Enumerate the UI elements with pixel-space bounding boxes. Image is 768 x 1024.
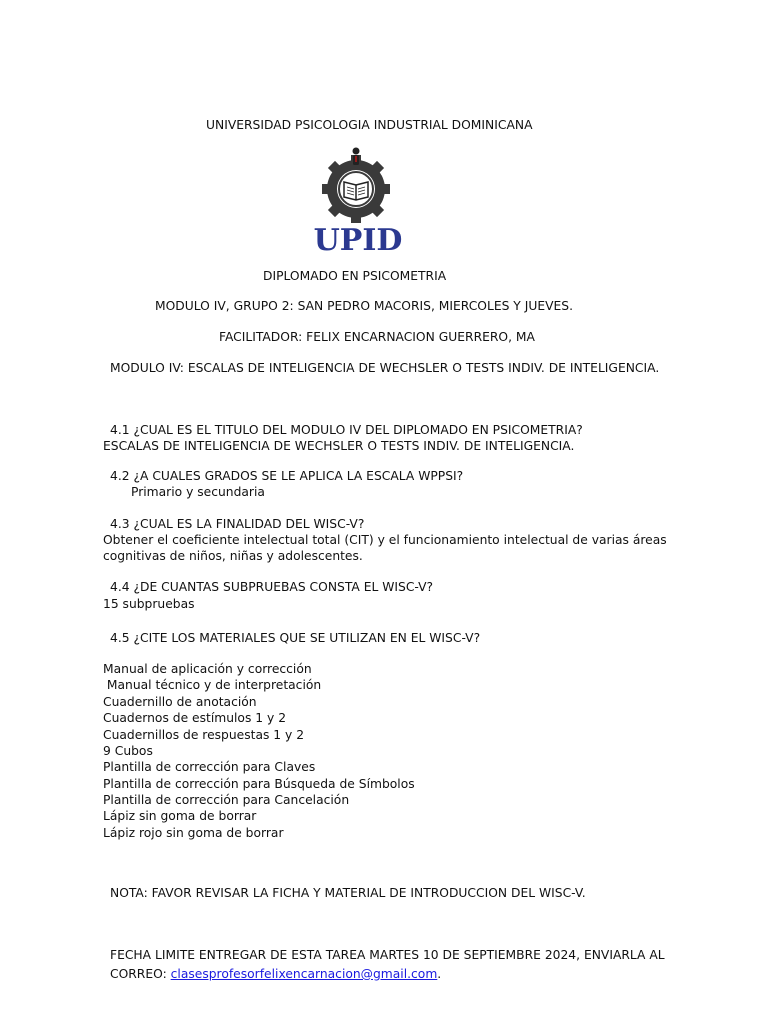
question-4-5: 4.5 ¿CITE LOS MATERIALES QUE SE UTILIZAN EN EL WISC-V? <box>110 631 481 645</box>
answer-4-1: ESCALAS DE INTELIGENCIA DE WECHSLER O TESTS INDIV. DE INTELIGENCIA. <box>103 439 575 453</box>
email-link[interactable]: clasesprofesorfelixencarnacion@gmail.com <box>170 967 438 981</box>
material-item: Manual de aplicación y corrección <box>103 662 312 676</box>
material-item: Lápiz sin goma de borrar <box>103 809 257 823</box>
logo-text: UPID <box>313 223 403 254</box>
question-4-1: 4.1 ¿CUAL ES EL TITULO DEL MODULO IV DEL DIPLOMADO EN PSICOMETRIA? <box>110 423 583 437</box>
university-title: UNIVERSIDAD PSICOLOGIA INDUSTRIAL DOMINICANA <box>206 118 533 132</box>
material-item: Plantilla de corrección para Claves <box>103 760 316 774</box>
material-item: Manual técnico y de interpretación <box>103 678 322 692</box>
diplomado-title: DIPLOMADO EN PSICOMETRIA <box>263 269 447 283</box>
material-item: Cuadernillos de respuestas 1 y 2 <box>103 728 305 742</box>
fecha-limite: FECHA LIMITE ENTREGAR DE ESTA TAREA MARTES 10 DE SEPTIEMBRE 2024, ENVIARLA AL <box>110 948 665 962</box>
upid-logo <box>302 146 414 254</box>
material-item: Plantilla de corrección para Búsqueda de Símbolos <box>103 777 415 791</box>
material-item: Plantilla de corrección para Cancelación <box>103 793 350 807</box>
book-icon <box>344 182 368 200</box>
material-item: 9 Cubos <box>103 744 153 758</box>
material-item: Cuadernos de estímulos 1 y 2 <box>103 711 287 725</box>
answer-4-2: Primario y secundaria <box>131 485 265 499</box>
facilitador: FACILITADOR: FELIX ENCARNACION GUERRERO, MA <box>219 330 535 344</box>
modulo-tema: MODULO IV: ESCALAS DE INTELIGENCIA DE WECHSLER O TESTS INDIV. DE INTELIGENCIA. <box>110 361 660 375</box>
question-4-4: 4.4 ¿DE CUANTAS SUBPRUEBAS CONSTA EL WISC-V? <box>110 580 434 594</box>
answer-4-4: 15 subpruebas <box>103 597 195 611</box>
question-4-2: 4.2 ¿A CUALES GRADOS SE LE APLICA LA ESCALA WPPSI? <box>110 469 464 483</box>
answer-4-3-line2: cognitivas de niños, niñas y adolescentes. <box>103 549 363 563</box>
modulo-grupo: MODULO IV, GRUPO 2: SAN PEDRO MACORIS, MIERCOLES Y JUEVES. <box>155 299 574 313</box>
answer-4-3-line1: Obtener el coeficiente intelectual total (CIT) y el funcionamiento intelectual de varias áreas <box>103 533 667 547</box>
material-item: Lápiz rojo sin goma de borrar <box>103 826 284 840</box>
person-icon <box>353 148 360 166</box>
material-item: Cuadernillo de anotación <box>103 695 257 709</box>
nota: NOTA: FAVOR REVISAR LA FICHA Y MATERIAL DE INTRODUCCION DEL WISC-V. <box>110 886 586 900</box>
correo-label: CORREO: <box>110 967 171 981</box>
question-4-3: 4.3 ¿CUAL ES LA FINALIDAD DEL WISC-V? <box>110 517 365 531</box>
correo-line <box>110 966 441 982</box>
correo-suffix: . <box>437 967 442 981</box>
